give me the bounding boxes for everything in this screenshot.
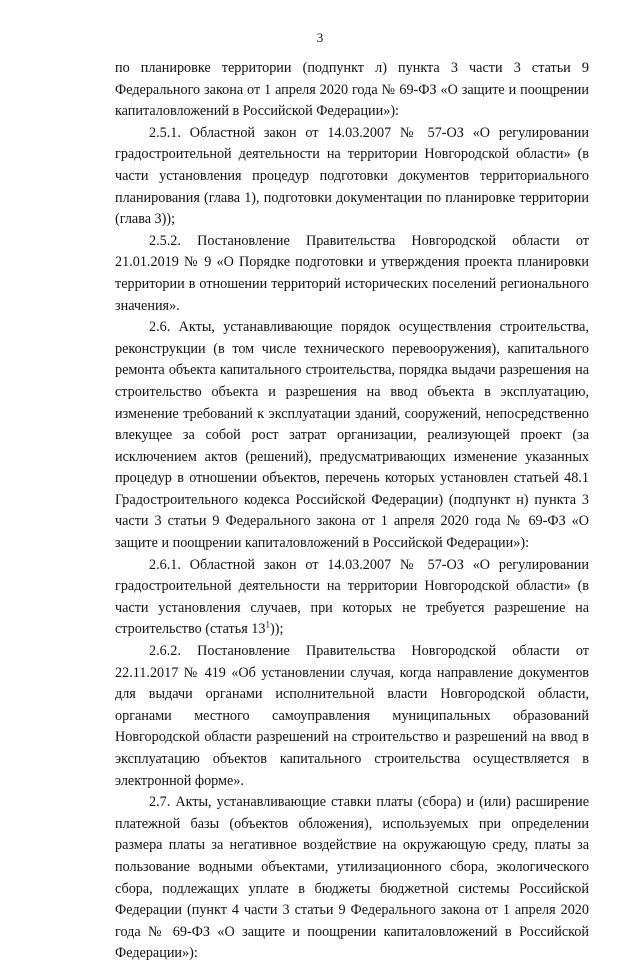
paragraph-2-5-2: 2.5.2. Постановление Правительства Новгородской области от 21.01.2019 № 9 «О Порядке подготовки и утверждения проекта планировки территории в отношении территорий исторических поселений регионального значения». xyxy=(115,232,589,314)
document-body xyxy=(115,58,589,965)
page-number: 3 xyxy=(316,30,324,45)
paragraph-continuation: по планировке территории (подпункт л) пункта 3 части 3 статьи 9 Федерального закона от 1 апреля 2020 года № 69-ФЗ «О защите и поощрении капиталовложений в Российской Федерации»): xyxy=(115,60,589,120)
paragraph-2-6-1 xyxy=(115,555,589,641)
paragraph-2-6: 2.6. Акты, устанавливающие порядок осуществления строительства, реконструкции (в том числе технического перевооружения), капитального ремонта объекта капитального строительства, порядка выдачи разрешения на строительство объекта и разрешения на ввод объекта в эксплуатацию, изменение требований к эксплуатации зданий, сооружений, непосредственно влекущее за собой рост затрат организации, реализующей проект (за исключением актов (решений), предусматривающих изменение указанных процедур в отношении объектов, перечень которых установлен статьей 48.1 Градостроительного кодекса Российской Федерации) (подпункт н) пункта 3 части 3 статьи 9 Федерального закона от 1 апреля 2020 года № 69-ФЗ «О защите и поощрении капиталовложений в Российской Федерации»): xyxy=(115,319,589,552)
superscript-marker: 1 xyxy=(265,619,270,630)
paragraph-2-6-1-text: 2.6.1. Областной закон от 14.03.2007 № 57-ОЗ «О регулировании градостроительной деятельности на территории Новгородской области» (в части установления случаев, при которых не требуется разрешение на строительство (статья 13 xyxy=(115,556,589,638)
paragraph-2-5-1: 2.5.1. Областной закон от 14.03.2007 № 57-ОЗ «О регулировании градостроительной деятельности на территории Новгородской области» (в части установления процедур подготовки документов территориального планирования (глава 1), подготовки документации по планировке территории (глава 3)); xyxy=(115,124,589,228)
paragraph-2-7: 2.7. Акты, устанавливающие ставки платы (сбора) и (или) расширение платежной базы (объектов обложения), используемых при определении размера платы за негативное воздействие на окружающую среду, платы за пользование водными объектами, утилизационного сбора, экологического сбора, подлежащих уплате в бюджеты бюджетной системы Российской Федерации (пункт 4 части 3 статьи 9 Федерального закона от 1 апреля 2020 года № 69-ФЗ «О защите и поощрении капиталовложений в Российской Федерации»): xyxy=(115,794,589,962)
paragraph-2-6-1-tail: )); xyxy=(270,621,284,638)
paragraph-2-6-2: 2.6.2. Постановление Правительства Новгородской области от 22.11.2017 № 419 «Об установлении случая, когда направление документов для выдачи органами исполнительной власти Новгородской области, органами местного самоуправления муниципальных образований Новгородской области разрешений на строительство и разрешений на ввод в эксплуатацию объектов капитального строительства осуществляется в электронной форме». xyxy=(115,643,589,789)
